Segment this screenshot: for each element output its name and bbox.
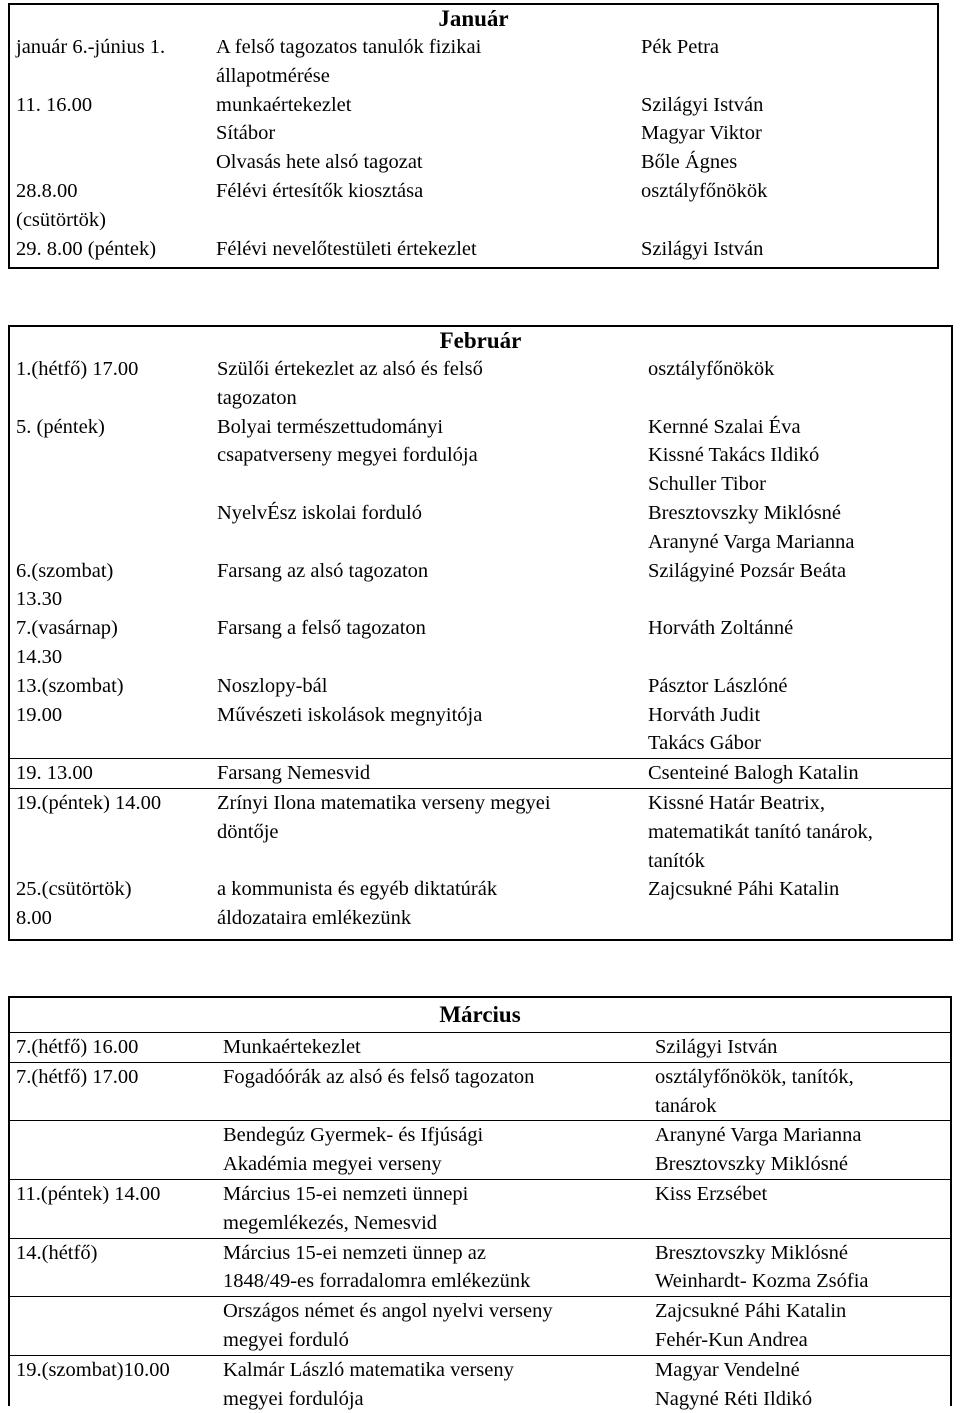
- event-date: január 6.-június 1.: [16, 36, 166, 58]
- event-date: 25.(csütörtök) 8.00: [16, 878, 132, 930]
- table-row: [10, 759, 951, 789]
- event-responsible: Bresztovszky Miklósné Weinhardt- Kozma Zsófia: [649, 1238, 950, 1297]
- event-title: Országos német és angol nyelvi verseny megyei forduló: [217, 1297, 649, 1356]
- event-responsible: Kissné Határ Beatrix, matematikát tanító tanárok, tanítók: [642, 788, 951, 875]
- event-responsible: Bőle Ágnes: [641, 151, 738, 174]
- event-date: [10, 1297, 217, 1356]
- event-title: Bolyai természettudományi csapatverseny megyei fordulója: [217, 415, 478, 467]
- table-row: [10, 148, 937, 177]
- event-responsible: Magyar Vendelné Nagyné Réti Ildikó: [649, 1355, 950, 1413]
- event-date: 13.(szombat) 19.00: [16, 674, 124, 726]
- event-table: [10, 355, 951, 933]
- table-row: [10, 788, 951, 875]
- event-date: 7.(hétfő) 17.00: [10, 1062, 217, 1121]
- event-title: Szülői értekezlet az alsó és felső tagozaton: [217, 358, 483, 409]
- table-row: [10, 1033, 950, 1063]
- event-title: Félévi nevelőtestületi értekezlet: [216, 237, 477, 260]
- month-title: Március: [439, 1002, 521, 1027]
- event-responsible: Szilágyi István: [641, 237, 764, 260]
- table-row: [10, 672, 951, 759]
- event-title: Bendegúz Gyermek- és Ifjúsági Akadémia megyei verseny: [217, 1121, 649, 1180]
- event-responsible: Csenteiné Balogh Katalin: [642, 759, 951, 789]
- event-title: Kalmár László matematika verseny megyei fordulója: [217, 1355, 649, 1413]
- month-title: Február: [439, 328, 522, 353]
- month-section-january: [8, 3, 939, 269]
- table-row: [10, 355, 951, 413]
- event-responsible: osztályfőnökök, tanítók, tanárok: [649, 1062, 950, 1121]
- table-row: [10, 557, 951, 615]
- table-row: [10, 1238, 950, 1297]
- event-date: 6.(szombat) 13.30: [16, 559, 114, 611]
- table-row: [10, 177, 937, 235]
- event-responsible: Szilágyiné Pozsár Beáta: [648, 559, 847, 582]
- table-row: [10, 413, 951, 499]
- event-responsible: Pék Petra: [641, 36, 719, 58]
- event-date: 29. 8.00 (péntek): [16, 237, 157, 260]
- event-responsible: Kiss Erzsébet: [649, 1179, 950, 1238]
- event-date: 7.(hétfő) 16.00: [10, 1033, 217, 1063]
- table-row: [10, 1121, 950, 1180]
- event-responsible: Horváth Zoltánné: [648, 617, 794, 640]
- event-title: Olvasás hete alsó tagozat: [216, 151, 423, 174]
- event-date: [10, 499, 211, 557]
- event-date: 11. 16.00: [16, 93, 93, 116]
- event-responsible: Pásztor Lászlóné Horváth Judit Takács Gábor: [648, 674, 788, 755]
- table-row: [10, 499, 951, 557]
- event-responsible: osztályfőnökök: [648, 358, 775, 380]
- event-date: 1.(hétfő) 17.00: [16, 358, 139, 380]
- event-title: Március 15-ei nemzeti ünnepi megemlékezés, Nemesvid: [217, 1179, 649, 1238]
- event-table: [10, 1032, 950, 1413]
- event-table: [10, 33, 937, 263]
- event-date: 5. (péntek): [16, 415, 105, 438]
- table-row: [10, 1355, 950, 1413]
- event-title: Félévi értesítők kiosztása: [216, 179, 424, 202]
- event-responsible: Kernné Szalai Éva Kissné Takács Ildikó Schuller Tibor: [648, 415, 820, 496]
- event-responsible: Magyar Viktor: [641, 122, 762, 145]
- event-title: Munkaértekezlet: [217, 1033, 649, 1063]
- table-row: [10, 33, 937, 91]
- event-title: Fogadóórák az alsó és felső tagozaton: [217, 1062, 649, 1121]
- table-row: [10, 235, 937, 264]
- event-title: Farsang az alsó tagozaton: [217, 559, 429, 582]
- event-responsible: Szilágyi István: [649, 1033, 950, 1063]
- event-date: 7.(vasárnap) 14.30: [16, 617, 118, 668]
- event-title: a kommunista és egyéb diktatúrák áldozataira emlékezünk: [217, 878, 498, 930]
- event-title: A felső tagozatos tanulók fizikai állapotmérése: [216, 36, 482, 87]
- event-title: Noszlopy-bál Művészeti iskolások megnyitója: [217, 674, 483, 726]
- event-date: 19.(szombat)10.00: [10, 1355, 217, 1413]
- event-title: Sítábor: [216, 122, 276, 145]
- event-responsible: Bresztovszky Miklósné Aranyné Varga Marianna: [648, 501, 855, 553]
- table-row: [10, 119, 937, 148]
- event-responsible: Zajcsukné Páhi Katalin: [648, 878, 840, 901]
- month-section-february: [8, 325, 953, 941]
- event-title: Farsang a felső tagozaton: [217, 617, 426, 640]
- event-title: munkaértekezlet: [216, 93, 352, 116]
- event-date: [10, 148, 210, 177]
- table-row: [10, 1297, 950, 1356]
- month-section-march: [8, 996, 952, 1410]
- table-row: [10, 614, 951, 672]
- event-responsible: Aranyné Varga Marianna Bresztovszky Miklósné: [649, 1121, 950, 1180]
- table-row: [10, 1179, 950, 1238]
- table-row: [10, 1062, 950, 1121]
- event-date: [10, 1121, 217, 1180]
- event-date: 19.(péntek) 14.00: [10, 788, 211, 875]
- event-responsible: Zajcsukné Páhi Katalin Fehér-Kun Andrea: [649, 1297, 950, 1356]
- event-responsible: osztályfőnökök: [641, 179, 768, 202]
- event-title: Zrínyi Ilona matematika verseny megyei döntője: [211, 788, 642, 875]
- event-responsible: Szilágyi István: [641, 93, 764, 116]
- event-date: 11.(péntek) 14.00: [10, 1179, 217, 1238]
- event-date: 19. 13.00: [10, 759, 211, 789]
- event-date: 28.8.00 (csütörtök): [16, 179, 106, 231]
- event-date: 14.(hétfő): [10, 1238, 217, 1297]
- month-title: Január: [438, 6, 509, 31]
- event-title: NyelvÉsz iskolai forduló: [217, 501, 422, 524]
- table-row: [10, 875, 951, 933]
- event-date: [10, 119, 210, 148]
- event-title: Farsang Nemesvid: [211, 759, 642, 789]
- event-title: Március 15-ei nemzeti ünnep az 1848/49-es forradalomra emlékezünk: [217, 1238, 649, 1297]
- table-row: [10, 91, 937, 120]
